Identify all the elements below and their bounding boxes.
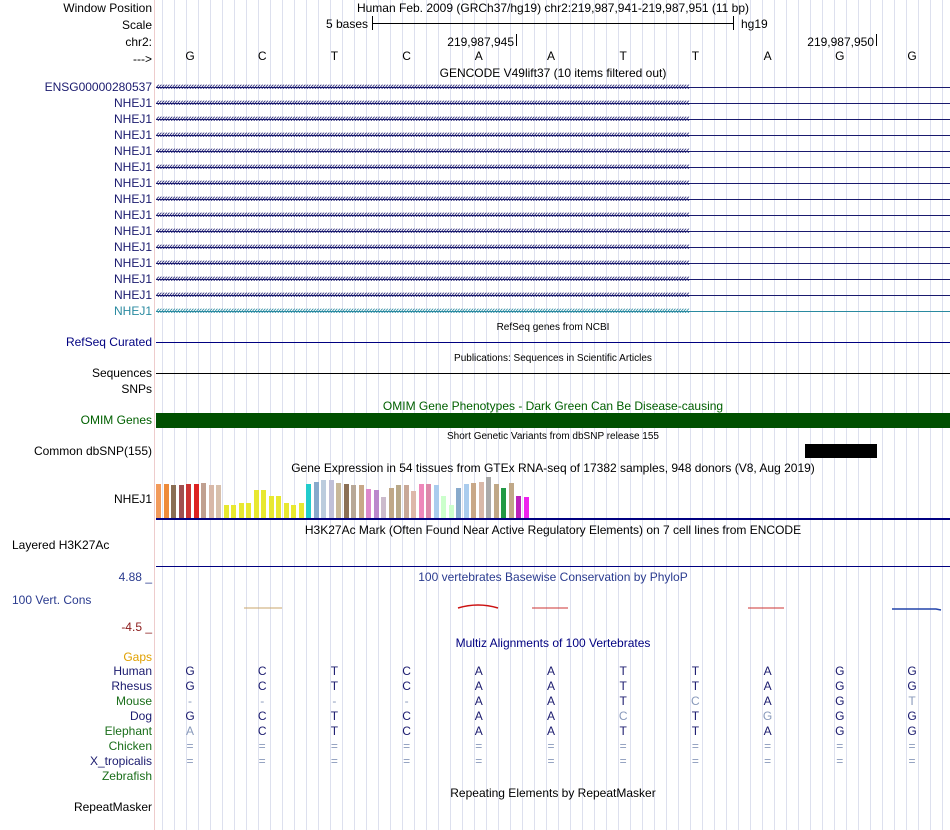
gtex-tissue-bar[interactable] [171,485,176,518]
h3k27ac-label[interactable]: Layered H3K27Ac [12,538,110,552]
phylop-signal[interactable] [156,598,950,618]
dbsnp-track-title[interactable]: Short Genetic Variants from dbSNP release 155 [447,431,659,442]
aligned-base: G [907,679,917,693]
scale-bar-right-tick [733,16,734,30]
gencode-gene-label[interactable]: NHEJ1 [113,272,152,286]
strand-arrows: ‹‹‹‹‹‹‹‹‹‹‹‹‹‹‹‹‹‹‹‹‹‹‹‹‹‹‹‹‹‹‹‹‹‹‹‹‹‹‹‹‹‹‹‹‹‹‹‹‹‹‹‹‹‹‹‹‹‹‹‹‹‹‹‹‹‹‹‹‹‹‹‹‹‹‹‹‹‹‹‹‹‹‹‹‹‹‹‹‹‹‹‹‹‹‹‹‹‹‹‹‹‹‹‹‹‹‹‹‹‹‹‹‹‹‹‹‹‹‹‹‹‹‹‹‹‹‹‹‹‹‹‹‹‹‹‹‹‹‹‹‹‹‹‹‹‹‹‹‹‹‹‹‹‹‹‹‹‹‹‹‹‹‹‹‹‹‹‹‹‹‹‹‹‹‹‹‹‹‹‹‹‹‹‹‹‹‹‹‹‹‹‹‹‹‹‹‹‹‹‹ [156,178,689,186]
aligned-base: = [908,754,916,768]
aligned-base: A [546,694,555,708]
strand-arrows: ‹‹‹‹‹‹‹‹‹‹‹‹‹‹‹‹‹‹‹‹‹‹‹‹‹‹‹‹‹‹‹‹‹‹‹‹‹‹‹‹‹‹‹‹‹‹‹‹‹‹‹‹‹‹‹‹‹‹‹‹‹‹‹‹‹‹‹‹‹‹‹‹‹‹‹‹‹‹‹‹‹‹‹‹‹‹‹‹‹‹‹‹‹‹‹‹‹‹‹‹‹‹‹‹‹‹‹‹‹‹‹‹‹‹‹‹‹‹‹‹‹‹‹‹‹‹‹‹‹‹‹‹‹‹‹‹‹‹‹‹‹‹‹‹‹‹‹‹‹‹‹‹‹‹‹‹‹‹‹‹‹‹‹‹‹‹‹‹‹‹‹‹‹‹‹‹‹‹‹‹‹‹‹‹‹‹‹‹‹‹‹‹‹‹‹‹‹‹‹‹ [156,242,689,250]
aligned-base: C [257,709,267,723]
aligned-base: = [908,739,916,753]
omim-genes-label[interactable]: OMIM Genes [80,413,152,427]
aligned-base: A [546,724,555,738]
species-label[interactable]: X_tropicalis [89,754,152,768]
gtex-tissue-bar[interactable] [194,484,199,518]
gtex-tissue-bar[interactable] [471,483,476,518]
sequence-base: G [907,49,917,63]
aligned-base: C [691,694,700,708]
aligned-base: C [257,664,267,678]
gtex-tissue-bar[interactable] [291,505,296,518]
strand-arrows: ‹‹‹‹‹‹‹‹‹‹‹‹‹‹‹‹‹‹‹‹‹‹‹‹‹‹‹‹‹‹‹‹‹‹‹‹‹‹‹‹‹‹‹‹‹‹‹‹‹‹‹‹‹‹‹‹‹‹‹‹‹‹‹‹‹‹‹‹‹‹‹‹‹‹‹‹‹‹‹‹‹‹‹‹‹‹‹‹‹‹‹‹‹‹‹‹‹‹‹‹‹‹‹‹‹‹‹‹‹‹‹‹‹‹‹‹‹‹‹‹‹‹‹‹‹‹‹‹‹‹‹‹‹‹‹‹‹‹‹‹‹‹‹‹‹‹‹‹‹‹‹‹‹‹‹‹‹‹‹‹‹‹‹‹‹‹‹‹‹‹‹‹‹‹‹‹‹‹‹‹‹‹‹‹‹‹‹‹‹‹‹‹‹‹‹‹‹‹‹‹ [156,274,689,282]
aligned-base: A [546,679,555,693]
aligned-base: - [188,694,192,708]
gencode-gene-label[interactable]: NHEJ1 [113,256,152,270]
species-label[interactable]: Zebrafish [101,769,152,783]
aligned-base: C [257,724,267,738]
gencode-gene-label[interactable]: NHEJ1 [113,224,152,238]
aligned-base: T [908,694,916,708]
aligned-base: = [475,739,483,753]
aligned-base: T [691,679,700,693]
gtex-tissue-bar[interactable] [344,484,349,518]
aligned-base: G [907,724,917,738]
gencode-gene-label[interactable]: NHEJ1 [113,96,152,110]
gencode-gene-label[interactable]: NHEJ1 [113,288,152,302]
publications-track-title[interactable]: Publications: Sequences in Scientific Articles [454,353,652,364]
gtex-tissue-bar[interactable] [201,483,206,518]
multiz-track-title[interactable]: Multiz Alignments of 100 Vertebrates [455,636,651,650]
gencode-gene-label[interactable]: ENSG00000280537 [44,80,152,94]
aligned-base: C [257,679,267,693]
gtex-tissue-bar[interactable] [329,480,334,518]
gtex-tissue-bar[interactable] [524,497,529,518]
aligned-base: = [691,739,699,753]
gtex-tissue-bar[interactable] [231,505,236,518]
aligned-base: T [619,679,627,693]
gencode-gene-label[interactable]: NHEJ1 [113,160,152,174]
aligned-base: G [185,709,195,723]
sequence-base: G [835,49,845,63]
aligned-base: = [764,739,772,753]
gtex-tissue-bar[interactable] [486,477,491,518]
scale-bar [372,23,733,24]
aligned-base: A [474,709,483,723]
aligned-base: = [186,739,194,753]
phylop-segment [458,605,498,608]
aligned-base: - [404,694,409,708]
strand-arrows: ‹‹‹‹‹‹‹‹‹‹‹‹‹‹‹‹‹‹‹‹‹‹‹‹‹‹‹‹‹‹‹‹‹‹‹‹‹‹‹‹‹‹‹‹‹‹‹‹‹‹‹‹‹‹‹‹‹‹‹‹‹‹‹‹‹‹‹‹‹‹‹‹‹‹‹‹‹‹‹‹‹‹‹‹‹‹‹‹‹‹‹‹‹‹‹‹‹‹‹‹‹‹‹‹‹‹‹‹‹‹‹‹‹‹‹‹‹‹‹‹‹‹‹‹‹‹‹‹‹‹‹‹‹‹‹‹‹‹‹‹‹‹‹‹‹‹‹‹‹‹‹‹‹‹‹‹‹‹‹‹‹‹‹‹‹‹‹‹‹‹‹‹‹‹‹‹‹‹‹‹‹‹‹‹‹‹‹‹‹‹‹‹‹‹‹‹‹‹‹‹ [156,146,689,154]
aligned-base: = [547,754,555,768]
gtex-tissue-bar[interactable] [419,484,424,518]
strand-arrows: ‹‹‹‹‹‹‹‹‹‹‹‹‹‹‹‹‹‹‹‹‹‹‹‹‹‹‹‹‹‹‹‹‹‹‹‹‹‹‹‹‹‹‹‹‹‹‹‹‹‹‹‹‹‹‹‹‹‹‹‹‹‹‹‹‹‹‹‹‹‹‹‹‹‹‹‹‹‹‹‹‹‹‹‹‹‹‹‹‹‹‹‹‹‹‹‹‹‹‹‹‹‹‹‹‹‹‹‹‹‹‹‹‹‹‹‹‹‹‹‹‹‹‹‹‹‹‹‹‹‹‹‹‹‹‹‹‹‹‹‹‹‹‹‹‹‹‹‹‹‹‹‹‹‹‹‹‹‹‹‹‹‹‹‹‹‹‹‹‹‹‹‹‹‹‹‹‹‹‹‹‹‹‹‹‹‹‹‹‹‹‹‹‹‹‹‹‹‹‹‹ [156,82,689,90]
sequence-base: T [619,49,627,63]
aligned-base: G [907,664,917,678]
aligned-base: G [835,694,845,708]
aligned-base: T [330,709,339,723]
aligned-base: = [836,739,844,753]
strand-arrows: ‹‹‹‹‹‹‹‹‹‹‹‹‹‹‹‹‹‹‹‹‹‹‹‹‹‹‹‹‹‹‹‹‹‹‹‹‹‹‹‹‹‹‹‹‹‹‹‹‹‹‹‹‹‹‹‹‹‹‹‹‹‹‹‹‹‹‹‹‹‹‹‹‹‹‹‹‹‹‹‹‹‹‹‹‹‹‹‹‹‹‹‹‹‹‹‹‹‹‹‹‹‹‹‹‹‹‹‹‹‹‹‹‹‹‹‹‹‹‹‹‹‹‹‹‹‹‹‹‹‹‹‹‹‹‹‹‹‹‹‹‹‹‹‹‹‹‹‹‹‹‹‹‹‹‹‹‹‹‹‹‹‹‹‹‹‹‹‹‹‹‹‹‹‹‹‹‹‹‹‹‹‹‹‹‹‹‹‹‹‹‹‹‹‹‹‹‹‹‹‹ [156,130,689,138]
gencode-gene-label[interactable]: NHEJ1 [113,176,152,190]
aligned-base: G [185,679,195,693]
gtex-tissue-bar[interactable] [509,483,514,518]
aligned-base: = [403,739,411,753]
aligned-base: = [258,754,266,768]
species-label[interactable]: Elephant [104,724,152,738]
strand-arrows: ‹‹‹‹‹‹‹‹‹‹‹‹‹‹‹‹‹‹‹‹‹‹‹‹‹‹‹‹‹‹‹‹‹‹‹‹‹‹‹‹‹‹‹‹‹‹‹‹‹‹‹‹‹‹‹‹‹‹‹‹‹‹‹‹‹‹‹‹‹‹‹‹‹‹‹‹‹‹‹‹‹‹‹‹‹‹‹‹‹‹‹‹‹‹‹‹‹‹‹‹‹‹‹‹‹‹‹‹‹‹‹‹‹‹‹‹‹‹‹‹‹‹‹‹‹‹‹‹‹‹‹‹‹‹‹‹‹‹‹‹‹‹‹‹‹‹‹‹‹‹‹‹‹‹‹‹‹‹‹‹‹‹‹‹‹‹‹‹‹‹‹‹‹‹‹‹‹‹‹‹‹‹‹‹‹‹‹‹‹‹‹‹‹‹‹‹‹‹‹‹ [156,306,689,314]
h3k27ac-baseline [156,566,950,567]
gtex-tissue-bar[interactable] [321,480,326,518]
aligned-base: A [546,709,555,723]
aligned-base: = [475,754,483,768]
aligned-base: T [330,664,339,678]
sequence-base: A [474,49,483,63]
strand-arrows: ‹‹‹‹‹‹‹‹‹‹‹‹‹‹‹‹‹‹‹‹‹‹‹‹‹‹‹‹‹‹‹‹‹‹‹‹‹‹‹‹‹‹‹‹‹‹‹‹‹‹‹‹‹‹‹‹‹‹‹‹‹‹‹‹‹‹‹‹‹‹‹‹‹‹‹‹‹‹‹‹‹‹‹‹‹‹‹‹‹‹‹‹‹‹‹‹‹‹‹‹‹‹‹‹‹‹‹‹‹‹‹‹‹‹‹‹‹‹‹‹‹‹‹‹‹‹‹‹‹‹‹‹‹‹‹‹‹‹‹‹‹‹‹‹‹‹‹‹‹‹‹‹‹‹‹‹‹‹‹‹‹‹‹‹‹‹‹‹‹‹‹‹‹‹‹‹‹‹‹‹‹‹‹‹‹‹‹‹‹‹‹‹‹‹‹‹‹‹‹‹ [156,258,689,266]
position-tick-right-mark [876,34,877,46]
gencode-track-title[interactable]: GENCODE V49lift37 (10 items filtered out) [439,66,667,80]
aligned-base: A [185,724,194,738]
aligned-base: A [763,664,772,678]
gencode-gene-label[interactable]: NHEJ1 [113,208,152,222]
aligned-base: A [474,694,483,708]
gtex-tissue-bar[interactable] [494,484,499,518]
species-label[interactable]: Chicken [108,739,152,753]
strand-arrows: ‹‹‹‹‹‹‹‹‹‹‹‹‹‹‹‹‹‹‹‹‹‹‹‹‹‹‹‹‹‹‹‹‹‹‹‹‹‹‹‹‹‹‹‹‹‹‹‹‹‹‹‹‹‹‹‹‹‹‹‹‹‹‹‹‹‹‹‹‹‹‹‹‹‹‹‹‹‹‹‹‹‹‹‹‹‹‹‹‹‹‹‹‹‹‹‹‹‹‹‹‹‹‹‹‹‹‹‹‹‹‹‹‹‹‹‹‹‹‹‹‹‹‹‹‹‹‹‹‹‹‹‹‹‹‹‹‹‹‹‹‹‹‹‹‹‹‹‹‹‹‹‹‹‹‹‹‹‹‹‹‹‹‹‹‹‹‹‹‹‹‹‹‹‹‹‹‹‹‹‹‹‹‹‹‹‹‹‹‹‹‹‹‹‹‹‹‹‹‹‹ [156,194,689,202]
phylop-max-label: 4.88 _ [118,570,152,584]
gtex-baseline [156,518,950,520]
strand-arrows: ‹‹‹‹‹‹‹‹‹‹‹‹‹‹‹‹‹‹‹‹‹‹‹‹‹‹‹‹‹‹‹‹‹‹‹‹‹‹‹‹‹‹‹‹‹‹‹‹‹‹‹‹‹‹‹‹‹‹‹‹‹‹‹‹‹‹‹‹‹‹‹‹‹‹‹‹‹‹‹‹‹‹‹‹‹‹‹‹‹‹‹‹‹‹‹‹‹‹‹‹‹‹‹‹‹‹‹‹‹‹‹‹‹‹‹‹‹‹‹‹‹‹‹‹‹‹‹‹‹‹‹‹‹‹‹‹‹‹‹‹‹‹‹‹‹‹‹‹‹‹‹‹‹‹‹‹‹‹‹‹‹‹‹‹‹‹‹‹‹‹‹‹‹‹‹‹‹‹‹‹‹‹‹‹‹‹‹‹‹‹‹‹‹‹‹‹‹‹‹‹ [156,114,689,122]
gtex-tissue-bar[interactable] [426,484,431,518]
gaps-label: Gaps [123,650,152,664]
gtex-tissue-bar[interactable] [336,483,341,518]
aligned-base: A [546,664,555,678]
aligned-base: = [547,739,555,753]
repeatmasker-label[interactable]: RepeatMasker [73,800,152,814]
strand-arrows: ‹‹‹‹‹‹‹‹‹‹‹‹‹‹‹‹‹‹‹‹‹‹‹‹‹‹‹‹‹‹‹‹‹‹‹‹‹‹‹‹‹‹‹‹‹‹‹‹‹‹‹‹‹‹‹‹‹‹‹‹‹‹‹‹‹‹‹‹‹‹‹‹‹‹‹‹‹‹‹‹‹‹‹‹‹‹‹‹‹‹‹‹‹‹‹‹‹‹‹‹‹‹‹‹‹‹‹‹‹‹‹‹‹‹‹‹‹‹‹‹‹‹‹‹‹‹‹‹‹‹‹‹‹‹‹‹‹‹‹‹‹‹‹‹‹‹‹‹‹‹‹‹‹‹‹‹‹‹‹‹‹‹‹‹‹‹‹‹‹‹‹‹‹‹‹‹‹‹‹‹‹‹‹‹‹‹‹‹‹‹‹‹‹‹‹‹‹‹‹‹ [156,162,689,170]
gtex-tissue-bar[interactable] [239,503,244,518]
aligned-base: - [332,694,337,708]
gtex-tissue-bar[interactable] [456,488,461,518]
window-position-label: Window Position [63,1,152,15]
gtex-tissue-bar[interactable] [389,488,394,518]
sequence-base: A [546,49,555,63]
gtex-tissue-bar[interactable] [209,485,214,518]
gtex-tissue-bar[interactable] [224,505,229,518]
aligned-base: C [402,709,411,723]
refseq-track-title[interactable]: RefSeq genes from NCBI [496,322,610,333]
strand-arrows: ‹‹‹‹‹‹‹‹‹‹‹‹‹‹‹‹‹‹‹‹‹‹‹‹‹‹‹‹‹‹‹‹‹‹‹‹‹‹‹‹‹‹‹‹‹‹‹‹‹‹‹‹‹‹‹‹‹‹‹‹‹‹‹‹‹‹‹‹‹‹‹‹‹‹‹‹‹‹‹‹‹‹‹‹‹‹‹‹‹‹‹‹‹‹‹‹‹‹‹‹‹‹‹‹‹‹‹‹‹‹‹‹‹‹‹‹‹‹‹‹‹‹‹‹‹‹‹‹‹‹‹‹‹‹‹‹‹‹‹‹‹‹‹‹‹‹‹‹‹‹‹‹‹‹‹‹‹‹‹‹‹‹‹‹‹‹‹‹‹‹‹‹‹‹‹‹‹‹‹‹‹‹‹‹‹‹‹‹‹‹‹‹‹‹‹‹‹‹‹‹ [156,226,689,234]
sequence-base: A [763,49,772,63]
gtex-expression-bars[interactable] [156,474,556,518]
aligned-base: A [763,694,772,708]
gtex-tissue-bar[interactable] [179,485,184,518]
db-label: hg19 [741,17,768,31]
aligned-base: A [474,664,483,678]
gtex-tissue-bar[interactable] [276,496,281,518]
sequence-base: G [185,49,195,63]
gencode-gene-label[interactable]: NHEJ1 [113,112,152,126]
aligned-base: G [762,709,773,723]
aligned-base: G [835,664,845,678]
gtex-tissue-bar[interactable] [374,490,379,518]
species-label[interactable]: Mouse [115,694,152,708]
species-label[interactable]: Dog [129,709,152,723]
publications-track-line[interactable] [156,373,950,374]
gencode-gene-label[interactable]: NHEJ1 [113,192,152,206]
aligned-base: C [618,709,628,723]
snps-label[interactable]: SNPs [121,382,152,396]
gtex-tissue-bar[interactable] [441,496,446,518]
aligned-base: T [691,724,700,738]
strand-arrow-label: ---> [133,52,152,66]
gencode-gene-label[interactable]: NHEJ1 [113,128,152,142]
gtex-tissue-bar[interactable] [299,503,304,518]
position-tick-left-mark [516,34,517,46]
h3k27ac-track-title[interactable]: H3K27Ac Mark (Often Found Near Active Regulatory Elements) on 7 cell lines from ENCODE [304,523,802,537]
aligned-base: C [402,679,411,693]
aligned-base: = [691,754,699,768]
refseq-track-line[interactable] [156,342,950,343]
aligned-base: T [619,694,627,708]
gtex-tissue-bar[interactable] [449,505,454,518]
gtex-tissue-bar[interactable] [479,482,484,518]
position-tick-left: 219,987,945 [447,35,514,49]
sequence-base: T [691,49,700,63]
gtex-tissue-bar[interactable] [156,484,161,518]
aligned-base: G [835,679,845,693]
aligned-base: = [330,754,338,768]
gtex-tissue-bar[interactable] [516,496,521,518]
gtex-tissue-bar[interactable] [261,490,266,518]
aligned-base: T [619,724,627,738]
snp-variant-feature[interactable] [805,444,877,458]
repeatmasker-track-title[interactable]: Repeating Elements by RepeatMasker [450,786,656,800]
scale-text: 5 bases [325,17,368,31]
common-dbsnp-label[interactable]: Common dbSNP(155) [33,444,152,458]
sequences-label[interactable]: Sequences [91,366,152,380]
phylop-track-title[interactable]: 100 vertebrates Basewise Conservation by PhyloP [418,570,688,584]
aligned-base: T [691,664,700,678]
sequence-base: T [330,49,339,63]
aligned-base: T [330,679,339,693]
phylop-label[interactable]: 100 Vert. Cons [12,593,92,607]
aligned-base: A [474,724,483,738]
strand-arrows: ‹‹‹‹‹‹‹‹‹‹‹‹‹‹‹‹‹‹‹‹‹‹‹‹‹‹‹‹‹‹‹‹‹‹‹‹‹‹‹‹‹‹‹‹‹‹‹‹‹‹‹‹‹‹‹‹‹‹‹‹‹‹‹‹‹‹‹‹‹‹‹‹‹‹‹‹‹‹‹‹‹‹‹‹‹‹‹‹‹‹‹‹‹‹‹‹‹‹‹‹‹‹‹‹‹‹‹‹‹‹‹‹‹‹‹‹‹‹‹‹‹‹‹‹‹‹‹‹‹‹‹‹‹‹‹‹‹‹‹‹‹‹‹‹‹‹‹‹‹‹‹‹‹‹‹‹‹‹‹‹‹‹‹‹‹‹‹‹‹‹‹‹‹‹‹‹‹‹‹‹‹‹‹‹‹‹‹‹‹‹‹‹‹‹‹‹‹‹‹‹ [156,210,689,218]
aligned-base: = [619,754,627,768]
phylop-min-label: -4.5 _ [121,620,152,634]
gtex-tissue-bar[interactable] [434,485,439,518]
refseq-curated-label[interactable]: RefSeq Curated [65,335,152,349]
scale-label: Scale [121,18,152,32]
aligned-base: = [258,739,266,753]
gtex-tissue-bar[interactable] [396,485,401,518]
aligned-base: A [763,679,772,693]
assembly-position-title: Human Feb. 2009 (GRCh37/hg19) chr2:219,987,941-219,987,951 (11 bp) [356,1,750,15]
omim-track-title[interactable]: OMIM Gene Phenotypes - Dark Green Can Be Disease-causing [382,399,724,413]
gtex-tissue-bar[interactable] [381,497,386,518]
gtex-tissue-bar[interactable] [351,485,356,518]
species-label[interactable]: Rhesus [111,679,152,693]
species-label[interactable]: Human [113,664,152,678]
gtex-tissue-bar[interactable] [186,484,191,518]
gtex-track-title[interactable]: Gene Expression in 54 tissues from GTEx RNA-seq of 17382 samples, 948 donors (V8, Aug 2019) [291,461,815,475]
gencode-gene-label[interactable]: NHEJ1 [113,240,152,254]
aligned-base: T [619,664,627,678]
gtex-tissue-bar[interactable] [216,485,221,518]
gtex-tissue-bar[interactable] [284,503,289,518]
gencode-gene-label[interactable]: NHEJ1 [113,144,152,158]
aligned-base: A [763,724,772,738]
gtex-tissue-bar[interactable] [306,484,311,518]
label-separator [154,0,155,830]
gtex-tissue-bar[interactable] [314,482,319,518]
position-tick-right: 219,987,950 [807,35,874,49]
aligned-base: = [836,754,844,768]
aligned-base: G [835,724,845,738]
aligned-base: = [186,754,194,768]
aligned-base: = [764,754,772,768]
gtex-gene-label[interactable]: NHEJ1 [113,492,152,506]
aligned-base: T [330,724,339,738]
phylop-segment [892,609,941,610]
aligned-base: = [330,739,338,753]
sequence-base: C [402,49,411,63]
chrom-label: chr2: [125,35,152,49]
gencode-gene-label[interactable]: NHEJ1 [113,304,152,318]
aligned-base: G [185,664,195,678]
aligned-base: = [619,739,627,753]
aligned-base: - [260,694,265,708]
aligned-base: A [474,679,483,693]
gtex-tissue-bar[interactable] [246,503,251,518]
strand-arrows: ‹‹‹‹‹‹‹‹‹‹‹‹‹‹‹‹‹‹‹‹‹‹‹‹‹‹‹‹‹‹‹‹‹‹‹‹‹‹‹‹‹‹‹‹‹‹‹‹‹‹‹‹‹‹‹‹‹‹‹‹‹‹‹‹‹‹‹‹‹‹‹‹‹‹‹‹‹‹‹‹‹‹‹‹‹‹‹‹‹‹‹‹‹‹‹‹‹‹‹‹‹‹‹‹‹‹‹‹‹‹‹‹‹‹‹‹‹‹‹‹‹‹‹‹‹‹‹‹‹‹‹‹‹‹‹‹‹‹‹‹‹‹‹‹‹‹‹‹‹‹‹‹‹‹‹‹‹‹‹‹‹‹‹‹‹‹‹‹‹‹‹‹‹‹‹‹‹‹‹‹‹‹‹‹‹‹‹‹‹‹‹‹‹‹‹‹‹‹‹‹ [156,290,689,298]
aligned-base: = [403,754,411,768]
gtex-tissue-bar[interactable] [164,484,169,518]
gtex-tissue-bar[interactable] [411,491,416,518]
gtex-tissue-bar[interactable] [464,484,469,518]
omim-feature-bar[interactable] [156,413,950,428]
aligned-base: C [402,664,411,678]
sequence-base: C [257,49,267,63]
aligned-base: G [835,709,845,723]
aligned-base: C [402,724,411,738]
gtex-tissue-bar[interactable] [404,485,409,518]
gtex-tissue-bar[interactable] [359,485,364,518]
gtex-tissue-bar[interactable] [269,496,274,518]
gtex-tissue-bar[interactable] [366,489,371,518]
aligned-base: G [907,709,917,723]
gtex-tissue-bar[interactable] [501,488,506,518]
aligned-base: T [691,709,700,723]
strand-arrows: ‹‹‹‹‹‹‹‹‹‹‹‹‹‹‹‹‹‹‹‹‹‹‹‹‹‹‹‹‹‹‹‹‹‹‹‹‹‹‹‹‹‹‹‹‹‹‹‹‹‹‹‹‹‹‹‹‹‹‹‹‹‹‹‹‹‹‹‹‹‹‹‹‹‹‹‹‹‹‹‹‹‹‹‹‹‹‹‹‹‹‹‹‹‹‹‹‹‹‹‹‹‹‹‹‹‹‹‹‹‹‹‹‹‹‹‹‹‹‹‹‹‹‹‹‹‹‹‹‹‹‹‹‹‹‹‹‹‹‹‹‹‹‹‹‹‹‹‹‹‹‹‹‹‹‹‹‹‹‹‹‹‹‹‹‹‹‹‹‹‹‹‹‹‹‹‹‹‹‹‹‹‹‹‹‹‹‹‹‹‹‹‹‹‹‹‹‹‹‹‹ [156,98,689,106]
gtex-tissue-bar[interactable] [254,490,259,518]
